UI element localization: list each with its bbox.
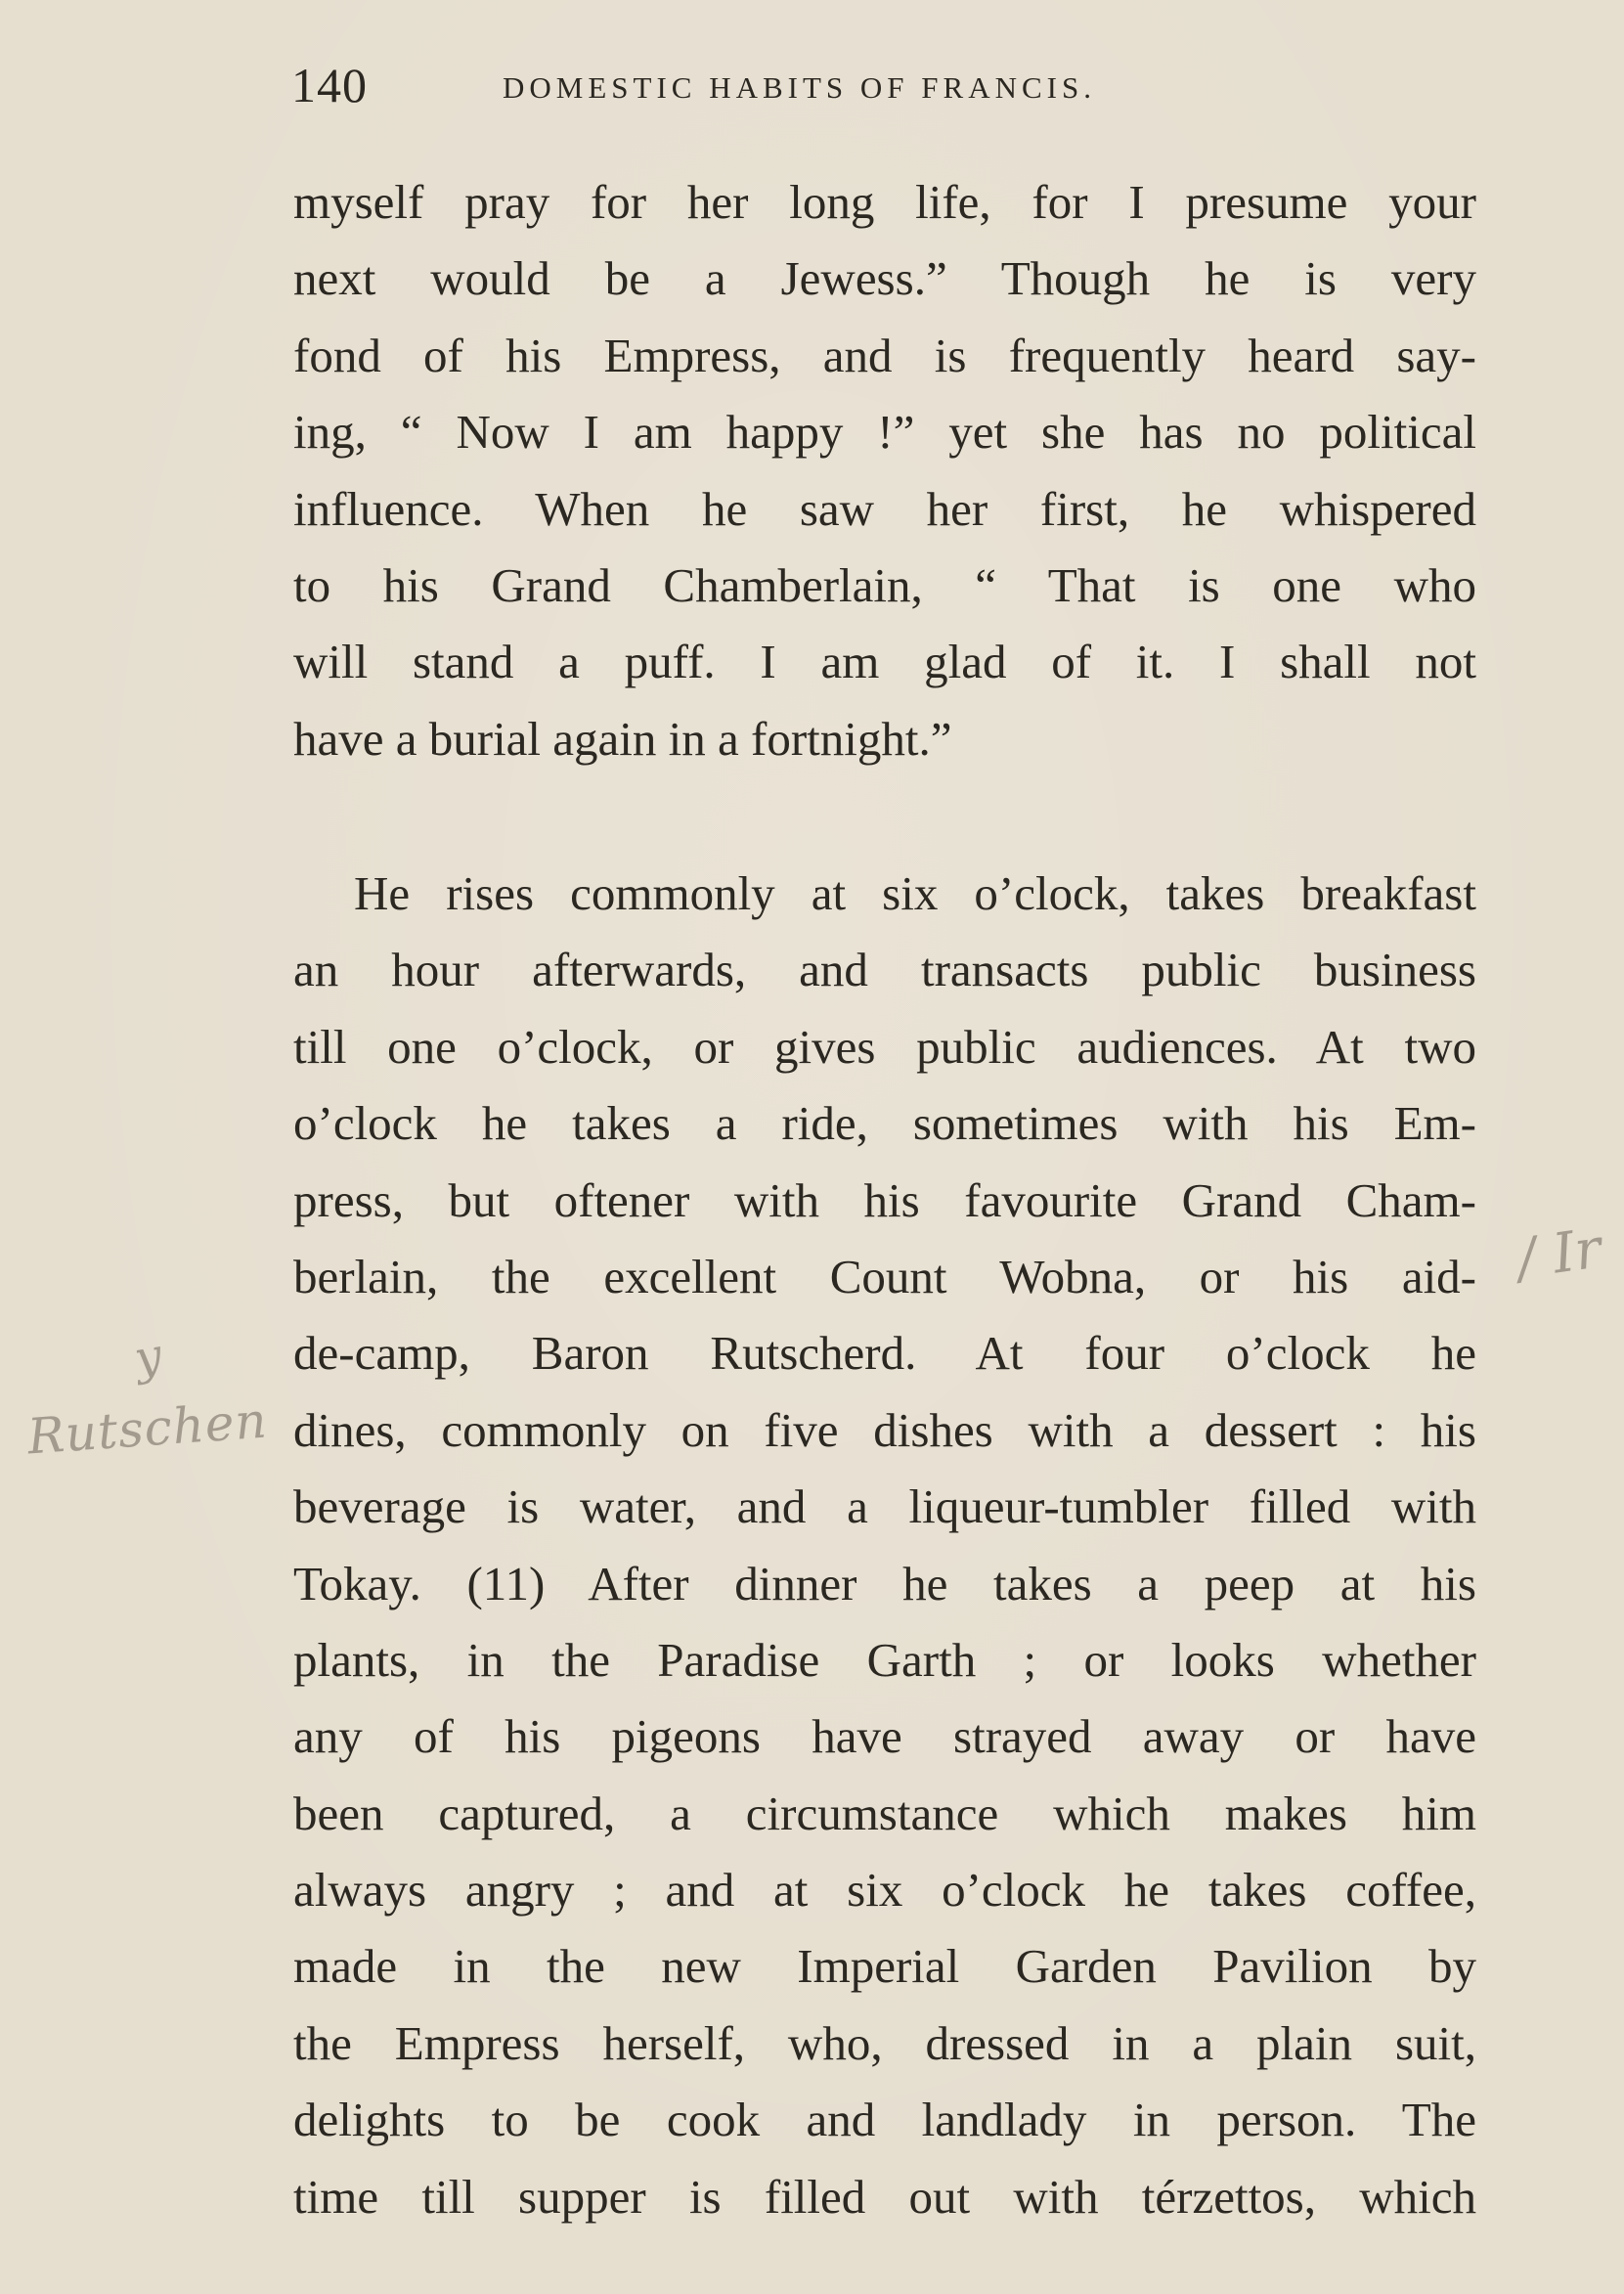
text-line: will stand a puff. I am glad of it. I shall not xyxy=(293,635,1476,689)
text-line: plants, in the Paradise Garth ; or looks whether xyxy=(293,1632,1476,1687)
margin-mark-left: y xyxy=(130,1328,166,1387)
text-line: He rises commonly at six o’clock, takes breakfast xyxy=(354,866,1476,920)
running-head: DOMESTIC HABITS OF FRANCIS. xyxy=(503,70,1096,105)
text-line: fond of his Empress, and is frequently heard say- xyxy=(293,328,1476,382)
margin-note-right: / Ir xyxy=(1513,1216,1605,1292)
text-line: have a burial again in a fortnight.” xyxy=(293,711,952,766)
text-line: been captured, a circumstance which makes him xyxy=(293,1786,1476,1840)
text-line: till one o’clock, or gives public audiences. At two xyxy=(293,1019,1476,1074)
text-line: ing, “ Now I am happy !” yet she has no political xyxy=(293,405,1476,460)
text-line: press, but oftener with his favourite Grand Cham- xyxy=(293,1172,1476,1227)
page-header xyxy=(291,57,1289,125)
text-line: influence. When he saw her first, he whispered xyxy=(293,481,1476,536)
text-line: dines, commonly on five dishes with a dessert : his xyxy=(293,1402,1476,1457)
text-line: berlain, the excellent Count Wobna, or his aid- xyxy=(293,1249,1476,1303)
text-line: to his Grand Chamberlain, “ That is one who xyxy=(293,557,1476,612)
page-number: 140 xyxy=(291,58,368,112)
text-line: delights to be cook and landlady in person. The xyxy=(293,2093,1476,2147)
text-line: myself pray for her long life, for I presume your xyxy=(293,175,1476,229)
text-line: an hour afterwards, and transacts public business xyxy=(293,943,1476,997)
text-line: made in the new Imperial Garden Pavilion by xyxy=(293,1939,1476,1994)
margin-note-left: Rutschen xyxy=(25,1391,270,1466)
text-line: always angry ; and at six o’clock he takes coffee, xyxy=(293,1863,1476,1918)
text-line: Tokay. (11) After dinner he takes a peep at his xyxy=(293,1556,1476,1610)
paragraph-2 xyxy=(293,856,1476,2235)
text-line: the Empress herself, who, dressed in a plain suit, xyxy=(293,2015,1476,2070)
text-line: de-camp, Baron Rutscherd. At four o’clock he xyxy=(293,1326,1476,1381)
paragraph-1 xyxy=(293,164,1476,777)
text-line: any of his pigeons have strayed away or have xyxy=(293,1709,1476,1764)
text-line: time till supper is filled out with térzettos, which xyxy=(293,2169,1476,2224)
text-line: next would be a Jewess.” Though he is very xyxy=(293,251,1476,306)
text-line: o’clock he takes a ride, sometimes with his Em- xyxy=(293,1096,1476,1151)
text-line: beverage is water, and a liqueur-tumbler filled with xyxy=(293,1479,1476,1534)
